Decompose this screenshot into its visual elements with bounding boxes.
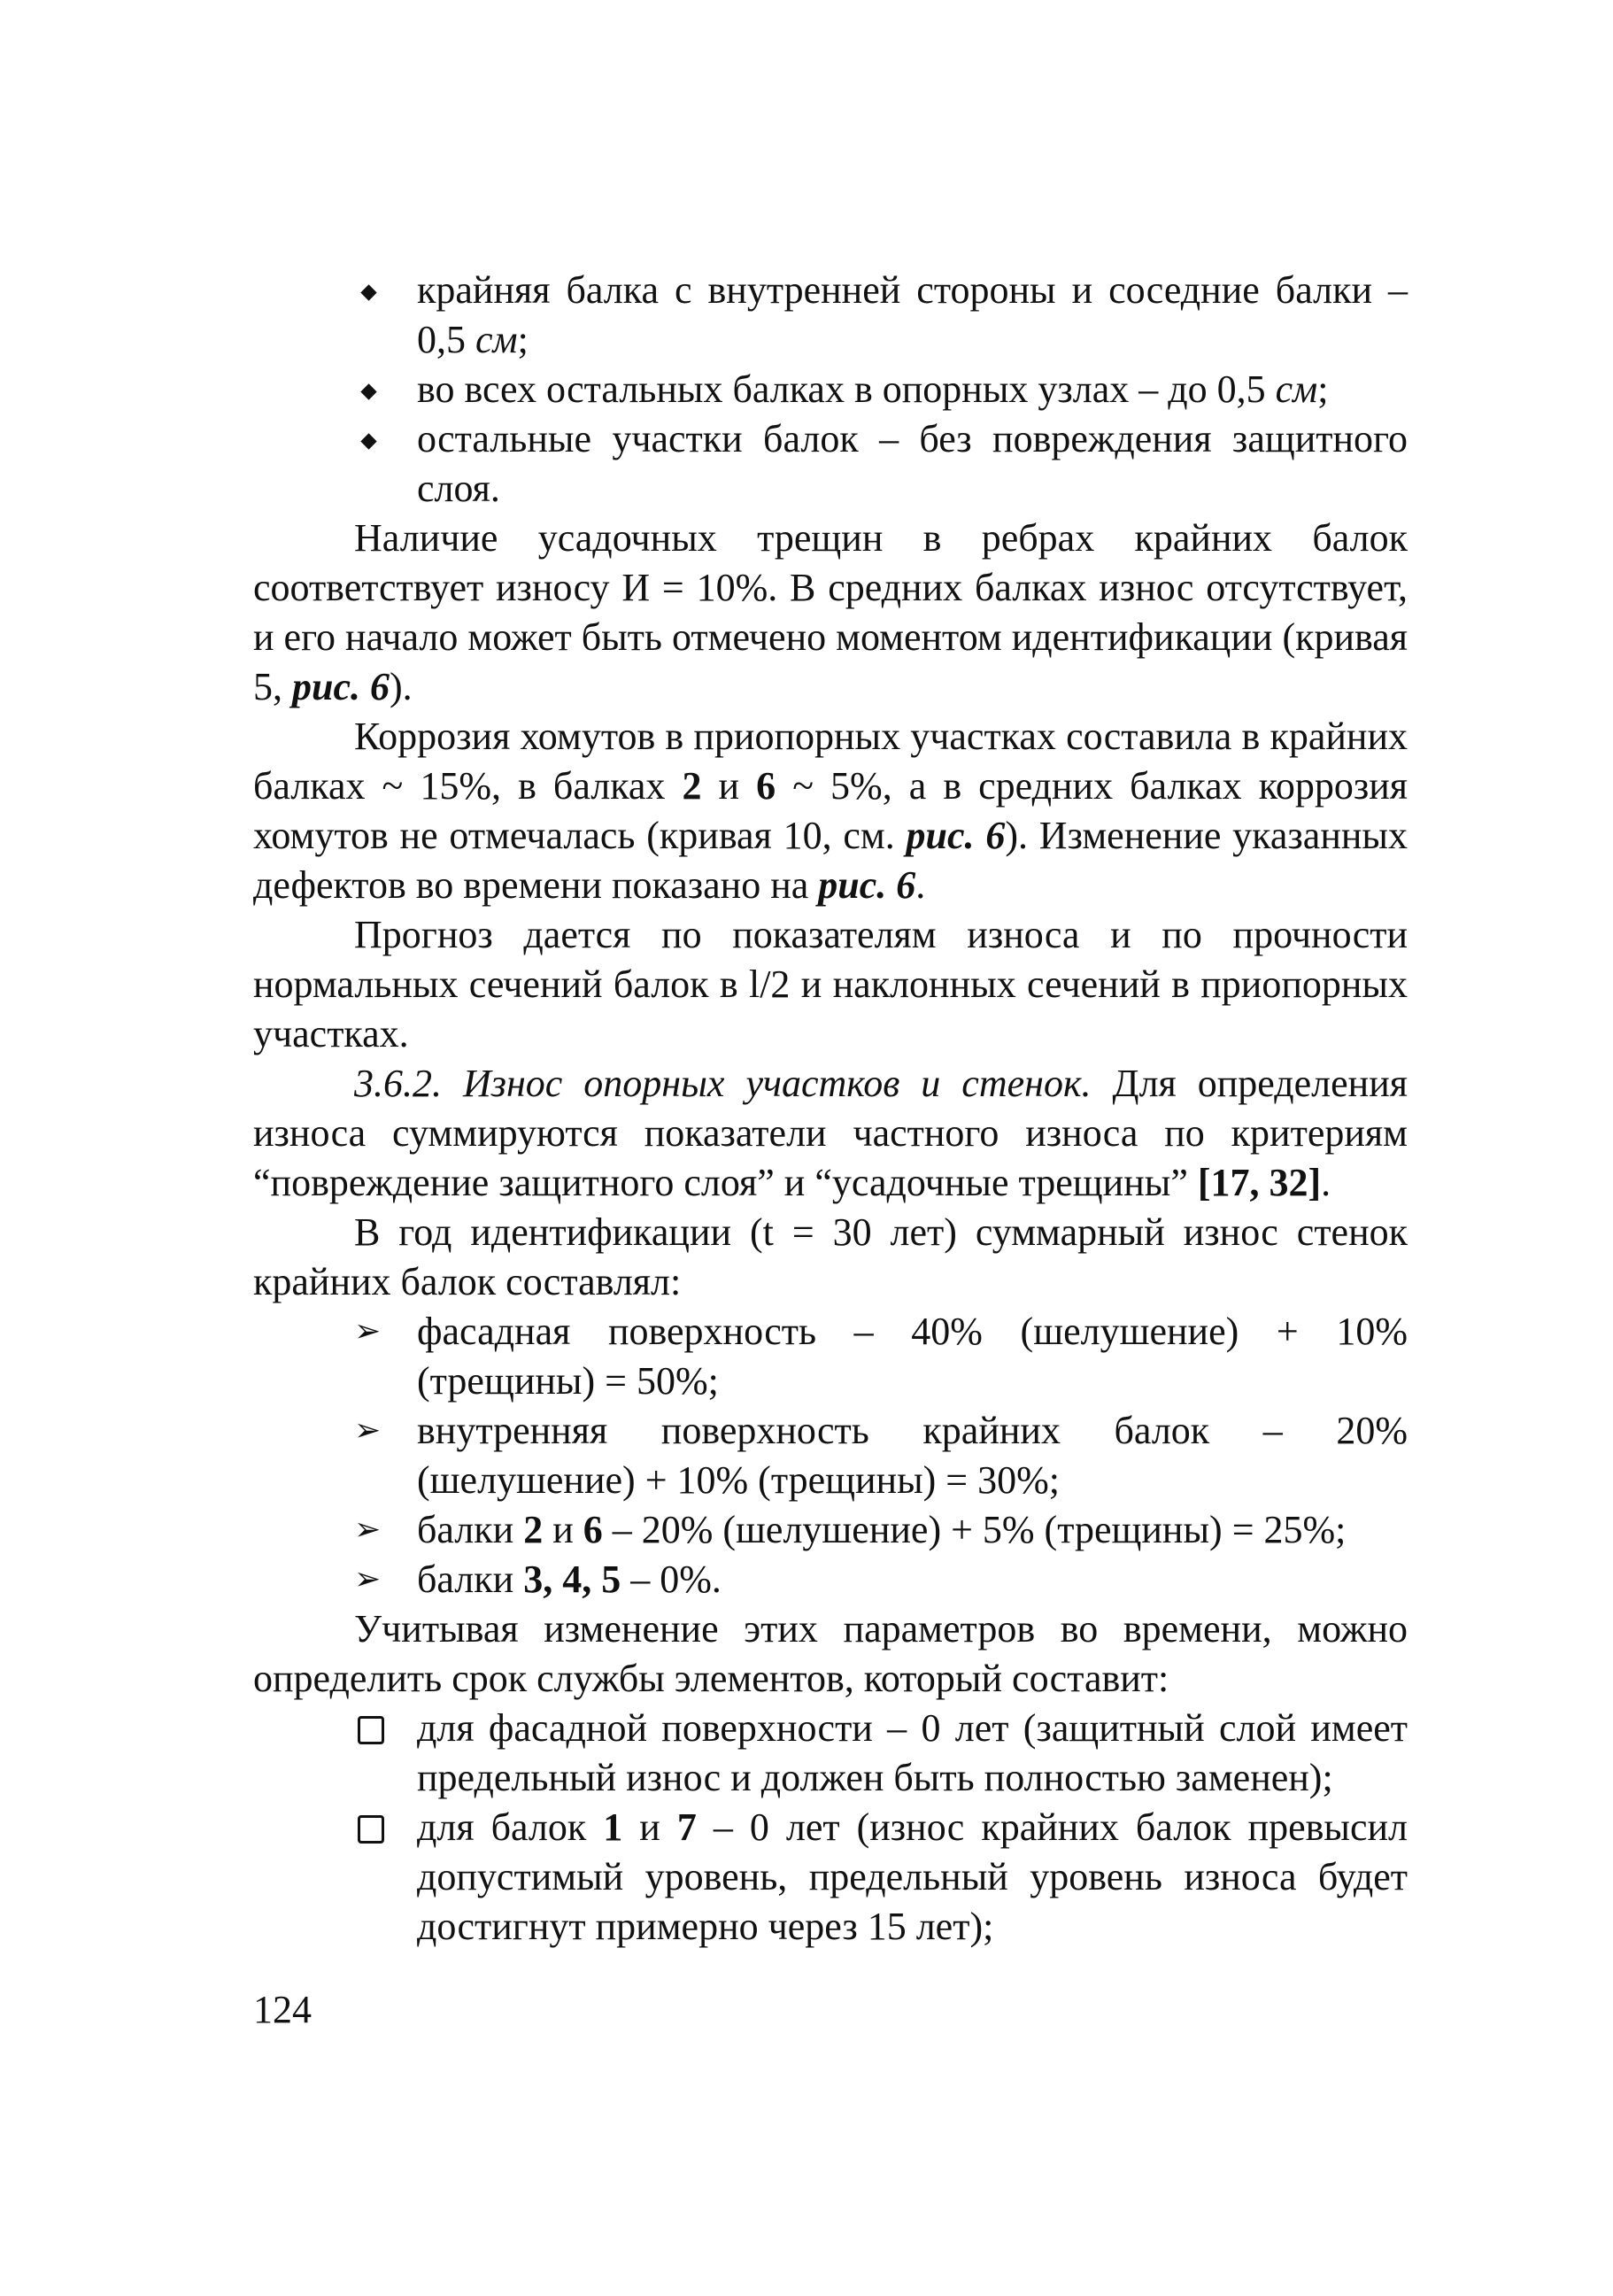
list-item: ➢ балки 3, 4, 5 – 0%.: [253, 1555, 1408, 1604]
list-item: для балок 1 и 7 – 0 лет (износ крайних балок превысил допустимый уровень, предельный уровень износа будет достигнут примерно через 15 лет);: [253, 1803, 1408, 1952]
service-life-list: [253, 1704, 1408, 1952]
list-item: ➢ балки 2 и 6 – 20% (шелушение) + 5% (трещины) = 25%;: [253, 1505, 1408, 1555]
paragraph: Учитывая изменение этих параметров во времени, можно определить срок службы элементов, который составит:: [253, 1607, 1408, 1700]
paragraph: Наличие усадочных трещин в ребрах крайних балок соответствует износу И = 10%. В средних балках износ отсутствует, и его начало может быть отмечено моментом идентификации (кривая 5, рис. 6).: [253, 516, 1408, 708]
paragraph: 3.6.2. Износ опорных участков и стенок. Для определения износа суммируются показатели частного износа по критериям “повреждение защитного слоя” и “усадочные трещины” [17, 32].: [253, 1062, 1408, 1204]
checkbox-bullet-icon: [354, 1803, 398, 1852]
page-body: [253, 266, 1408, 1952]
paragraph: В год идентификации (t = 30 лет) суммарный износ стенок крайних балок составлял:: [253, 1210, 1408, 1303]
list-item: крайняя балка с внутренней стороны и соседние балки – 0,5 см;: [253, 266, 1408, 365]
page-number: 124: [253, 1988, 312, 2031]
damage-list: [253, 266, 1408, 514]
list-item: ➢ фасадная поверхность – 40% (шелушение) + 10% (трещины) = 50%;: [253, 1307, 1408, 1406]
section-heading: 3.6.2. Износ опорных участков и стенок.: [354, 1062, 1092, 1105]
list-item: во всех остальных балках в опорных узлах – до 0,5 см;: [253, 365, 1408, 414]
diamond-bullet-icon: [354, 365, 398, 414]
arrow-bullet-icon: ➢: [354, 1511, 382, 1548]
diamond-bullet-icon: [354, 414, 398, 464]
paragraph: Коррозия хомутов в приопорных участках составила в крайних балках ~ 15%, в балках 2 и 6 ~ 5%, а в средних балках коррозия хомутов не отмечалась (кривая 10, см. рис. 6). Изменение указанных дефектов во времени показано на рис. 6.: [253, 715, 1408, 907]
paragraph: Прогноз дается по показателям износа и по прочности нормальных сечений балок в l/2 и наклонных сечений в приопорных участках.: [253, 913, 1408, 1055]
arrow-bullet-icon: ➢: [354, 1313, 382, 1349]
list-item: ➢ внутренняя поверхность крайних балок – 20% (шелушение) + 10% (трещины) = 30%;: [253, 1406, 1408, 1505]
wear-list: [253, 1307, 1408, 1604]
list-item: для фасадной поверхности – 0 лет (защитный слой имеет предельный износ и должен быть полностью заменен);: [253, 1704, 1408, 1803]
checkbox-bullet-icon: [354, 1704, 398, 1753]
list-item: остальные участки балок – без повреждения защитного слоя.: [253, 414, 1408, 514]
arrow-bullet-icon: ➢: [354, 1412, 382, 1449]
arrow-bullet-icon: ➢: [354, 1561, 382, 1597]
diamond-bullet-icon: [354, 266, 398, 315]
